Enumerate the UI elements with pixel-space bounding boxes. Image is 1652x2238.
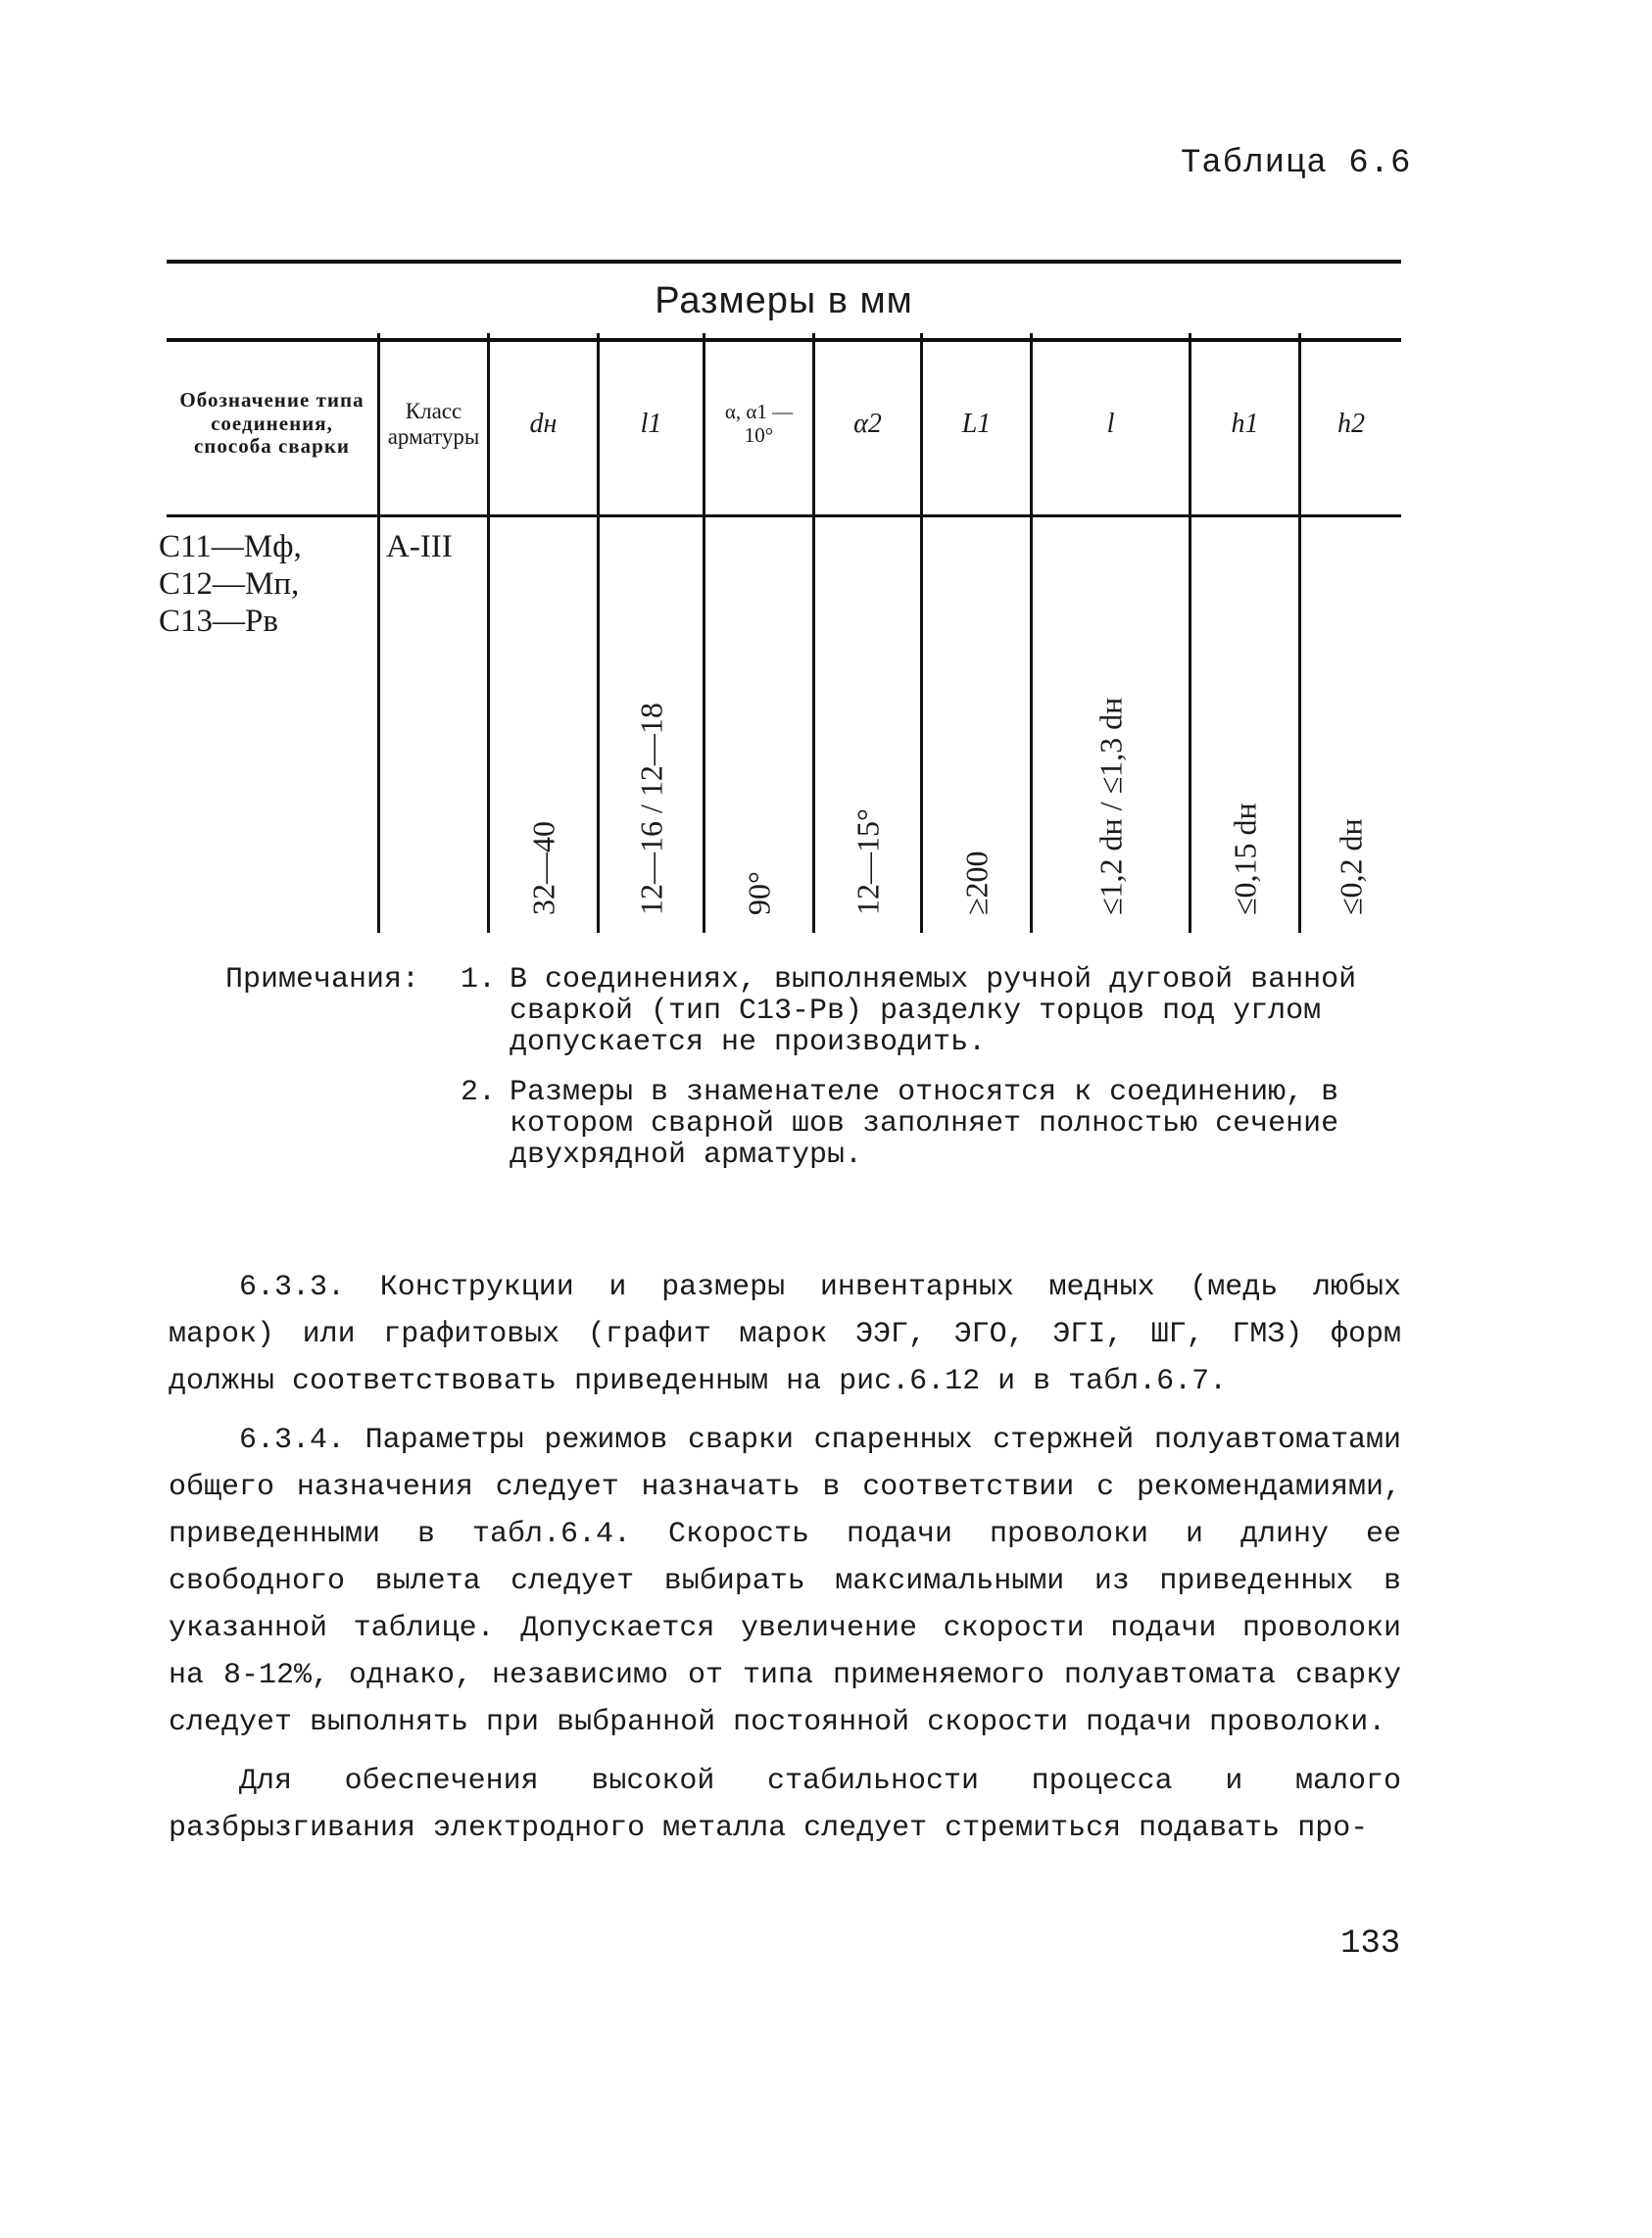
column-d — [490, 333, 600, 933]
column-h2 — [1301, 333, 1401, 933]
page-number: 133 — [1340, 1925, 1401, 1963]
header-alpha: α, α1 —10° — [724, 399, 794, 447]
column-h1 — [1191, 333, 1301, 933]
column-l — [1033, 333, 1191, 933]
cell-l: ≤1,2 dн / ≤1,3 dн — [1093, 697, 1128, 915]
cell-L1: ≥200 — [958, 851, 994, 915]
column-alpha2 — [815, 333, 923, 933]
cell-alpha2: 12—15° — [850, 808, 885, 915]
paragraph-6-3-4: 6.3.4. Параметры режимов сварки спаренных стержней полуавтоматами общего назначения следует назначать в соответствии с рекомендамиями, приведенными в табл.6.4. Скорость подачи проволоки и длину ее свободного вылета следует выбирать максимальными из приведенных в указанной таблице. Допускается увеличение скорости подачи проволоки на 8-12%, однако, независимо от типа применяемого полуавтомата сварку следует выполнять при выбранной постоянной скорости подачи проволоки. — [169, 1424, 1401, 1739]
cell-designation — [159, 529, 377, 641]
note-text-2: Размеры в знаменателе относятся к соединению, в котором сварной шов заполняет полностью сечение двухрядной арматуры. — [510, 1076, 1339, 1172]
notes-heading: Примечания: — [225, 963, 420, 997]
column-l1 — [600, 333, 705, 933]
cell-alpha: 90° — [741, 871, 776, 915]
header-h2: h2 — [1337, 408, 1365, 439]
note-item-2 — [225, 1078, 1401, 1171]
header-l1: l1 — [640, 408, 662, 439]
note-text-1: В соединениях, выполняемых ручной дуговой ванной сваркой (тип С13-Рв) разделку торцов под углом допускается не производить. — [510, 963, 1357, 1059]
header-d: dн — [529, 408, 558, 439]
table-label: Таблица 6.6 — [1181, 145, 1412, 182]
paragraph-6-3-3: 6.3.3. Конструкции и размеры инвентарных медных (медь любых марок) или графитовых (графит марок ЭЭГ, ЭГО, ЭГI, ШГ, ГМЗ) форм должны соответствовать приведенным на рис.6.12 и в табл.6.7. — [169, 1271, 1401, 1398]
cell-h2: ≤0,2 dн — [1333, 818, 1369, 915]
header-designation: Обозначение типа соединения, способа сварки — [179, 388, 364, 459]
designation-line-1: С11—Мф, — [159, 529, 302, 564]
units-caption: Размеры в мм — [167, 260, 1401, 342]
column-alpha — [705, 333, 815, 933]
column-class — [380, 333, 490, 933]
column-L1 — [923, 333, 1033, 933]
designation-line-3: С13—Рв — [159, 603, 278, 639]
cell-h1: ≤0,15 dн — [1227, 803, 1262, 915]
header-h1: h1 — [1231, 408, 1259, 439]
designation-line-2: С12—Мп, — [159, 565, 300, 602]
header-L1: L1 — [961, 408, 992, 439]
paragraph-continuation: Для обеспечения высокой стабильности процесса и малого разбрызгивания электродного металла следует стремиться подавать про- — [169, 1765, 1401, 1845]
header-alpha2: α2 — [853, 408, 882, 439]
cell-class: А-III — [386, 529, 453, 564]
body-text — [169, 1264, 1401, 1864]
note-number-1: 1. — [461, 963, 497, 997]
header-class: Класс арматуры — [387, 398, 480, 449]
notes — [225, 965, 1401, 1192]
header-l: l — [1106, 408, 1115, 439]
note-number-2: 2. — [461, 1076, 497, 1110]
column-designation — [159, 333, 380, 933]
cell-l1: 12—16 / 12—18 — [633, 703, 668, 915]
note-item-1 — [225, 965, 1401, 1058]
data-table — [159, 333, 1401, 933]
cell-d: 32—40 — [525, 821, 560, 915]
